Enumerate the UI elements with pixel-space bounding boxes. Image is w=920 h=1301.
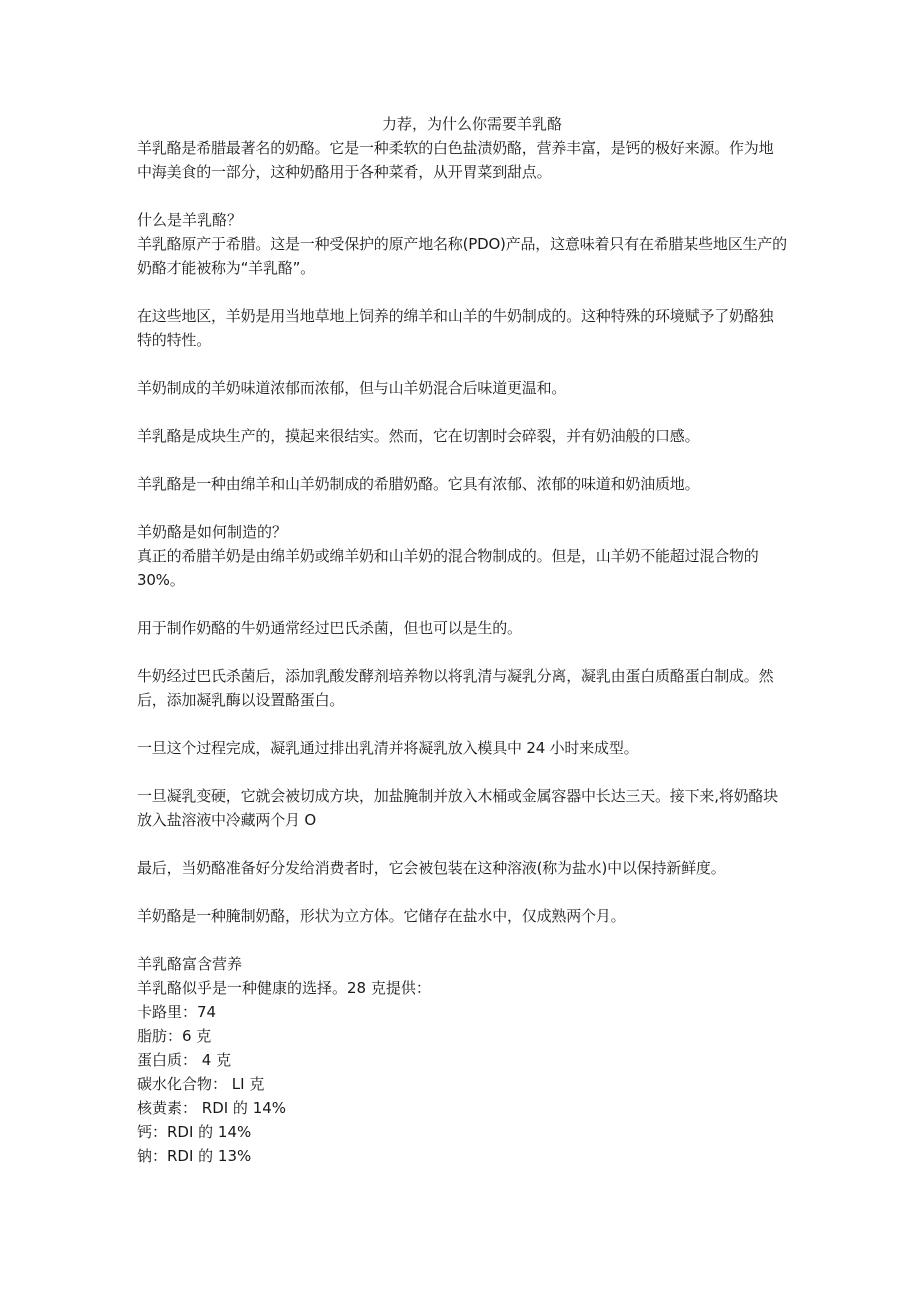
section-how-made	[137, 520, 787, 928]
intro-paragraph: 羊乳酪是希腊最著名的奶酪。它是一种柔软的白色盐渍奶酪，营养丰富，是钙的极好来源。作为地中海美食的一部分，这种奶酪用于各种菜肴，从开胃菜到甜点。	[137, 139, 774, 181]
paragraph: 真正的希腊羊奶是由绵羊奶或绵羊奶和山羊奶的混合物制成的。但是，山羊奶不能超过混合物的 30%。	[137, 547, 759, 589]
paragraph: 羊奶酪是一种腌制奶酪，形状为立方体。它储存在盐水中，仅成熟两个月。	[137, 907, 626, 925]
nutrition-item: 卡路里：74	[137, 1003, 217, 1021]
paragraph: 羊乳酪是成块生产的，摸起来很结实。然而，它在切割时会碎裂，并有奶油般的口感。	[137, 427, 700, 445]
paragraph: 在这些地区，羊奶是用当地草地上饲养的绵羊和山羊的牛奶制成的。这种特殊的环境赋予了奶酪独特的特性。	[137, 307, 774, 349]
nutrition-item: 钠：RDI 的 13%	[137, 1147, 252, 1165]
section-heading: 什么是羊乳酪？	[137, 211, 243, 229]
nutrition-item: 核黄素： RDI 的 14%	[137, 1099, 287, 1117]
paragraph: 羊乳酪是一种由绵羊和山羊奶制成的希腊奶酪。它具有浓郁、浓郁的味道和奶油质地。	[137, 475, 700, 493]
nutrition-item: 脂肪：6 克	[137, 1027, 212, 1045]
document-page	[137, 112, 787, 1168]
section-heading: 羊奶酪是如何制造的？	[137, 523, 288, 541]
nutrition-list	[137, 1000, 787, 1168]
nutrition-item: 蛋白质： 4 克	[137, 1051, 232, 1069]
document-title: 力荐，为什么你需要羊乳酪	[381, 115, 562, 133]
paragraph: 羊乳酪原产于希腊。这是一种受保护的原产地名称(PDO)产品，这意味着只有在希腊某些地区生产的奶酪才能被称为“羊乳酪”。	[137, 235, 787, 277]
section-what-is-feta	[137, 208, 787, 496]
paragraph: 一旦这个过程完成，凝乳通过排出乳清并将凝乳放入模具中 24 小时来成型。	[137, 739, 639, 757]
paragraph: 一旦凝乳变硬，它就会被切成方块，加盐腌制并放入木桶或金属容器中长达三天。接下来,将奶酪块放入盐溶液中冷藏两个月 O	[137, 787, 778, 829]
paragraph: 用于制作奶酪的牛奶通常经过巴氏杀菌，但也可以是生的。	[137, 619, 522, 637]
nutrition-lead: 羊乳酪似乎是一种健康的选择。28 克提供：	[137, 979, 431, 997]
section-heading: 羊乳酪富含营养	[137, 955, 243, 973]
paragraph: 最后，当奶酪准备好分发给消费者时，它会被包装在这种溶液(称为盐水)中以保持新鲜度。	[137, 859, 726, 877]
nutrition-item: 钙：RDI 的 14%	[137, 1123, 252, 1141]
section-nutrition	[137, 952, 787, 1168]
paragraph: 牛奶经过巴氏杀菌后，添加乳酸发酵剂培养物以将乳清与凝乳分离，凝乳由蛋白质酪蛋白制成。然后，添加凝乳酶以设置酪蛋白。	[137, 667, 774, 709]
nutrition-item: 碳水化合物： LI 克	[137, 1075, 265, 1093]
paragraph: 羊奶制成的羊奶味道浓郁而浓郁，但与山羊奶混合后味道更温和。	[137, 379, 567, 397]
